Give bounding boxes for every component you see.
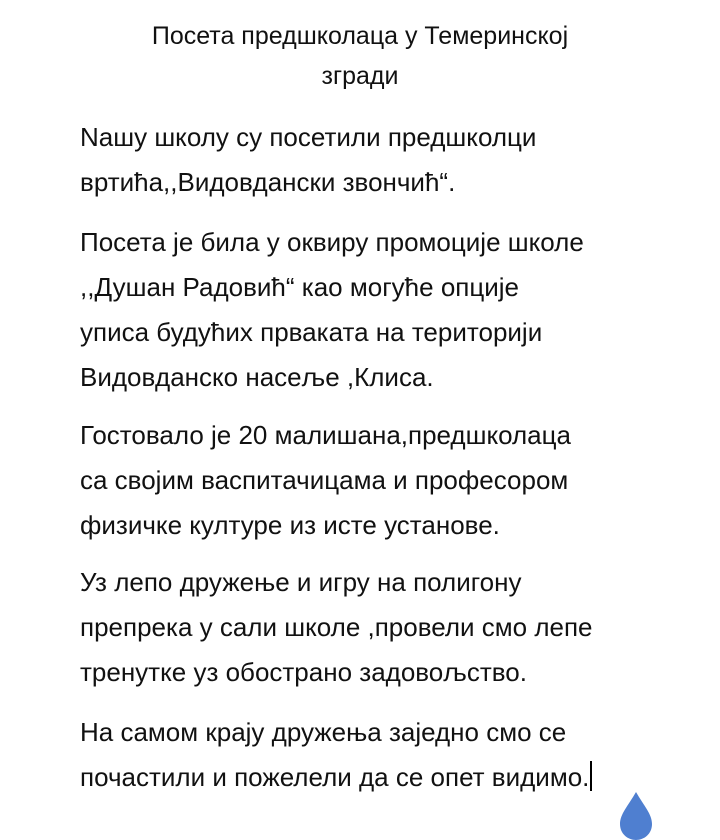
paragraph-line: Видовданско насеље ,Клиса.: [80, 362, 434, 392]
paragraph-line: тренутке уз обострано задовољство.: [80, 657, 527, 687]
paragraph-line: Nашу школу су посетили предшколци: [80, 122, 537, 152]
paragraph-line: вртића,,Видовдански звончић“.: [80, 167, 456, 197]
paragraph-line-text: почастили и пожелели да се опет видимо.: [80, 762, 590, 792]
paragraph-1: [80, 115, 700, 205]
paragraph-5: [80, 710, 700, 800]
paragraph-3: [80, 413, 700, 548]
title-line-2: згради: [321, 62, 399, 90]
paragraph-line: На самом крају дружења заједно смо се: [80, 717, 567, 747]
selection-handle-icon[interactable]: [620, 792, 652, 840]
paragraph-2: [80, 220, 700, 400]
title-line-1: Посета предшколаца у Темеринској: [151, 22, 569, 50]
paragraph-line: препрека у сали школе ,провели смо лепе: [80, 612, 593, 642]
paragraph-line: Уз лепо дружење и игру на полигону: [80, 567, 522, 597]
text-cursor-icon: [590, 761, 592, 791]
paragraph-line-with-cursor: [80, 755, 700, 800]
paragraph-line: Посета је била у оквиру промоције школе: [80, 227, 584, 257]
paragraph-line: физичке културе из исте установе.: [80, 510, 500, 540]
paragraph-line: уписа будућих прваката на територији: [80, 317, 543, 347]
paragraph-line: ,,Душан Радовић“ као могуће опције: [80, 272, 520, 302]
paragraph-line: са својим васпитачицама и професором: [80, 465, 569, 495]
paragraph-line: Гостовало је 20 малишана,предшколаца: [80, 420, 571, 450]
paragraph-4: [80, 560, 700, 695]
document-title: [60, 16, 660, 96]
